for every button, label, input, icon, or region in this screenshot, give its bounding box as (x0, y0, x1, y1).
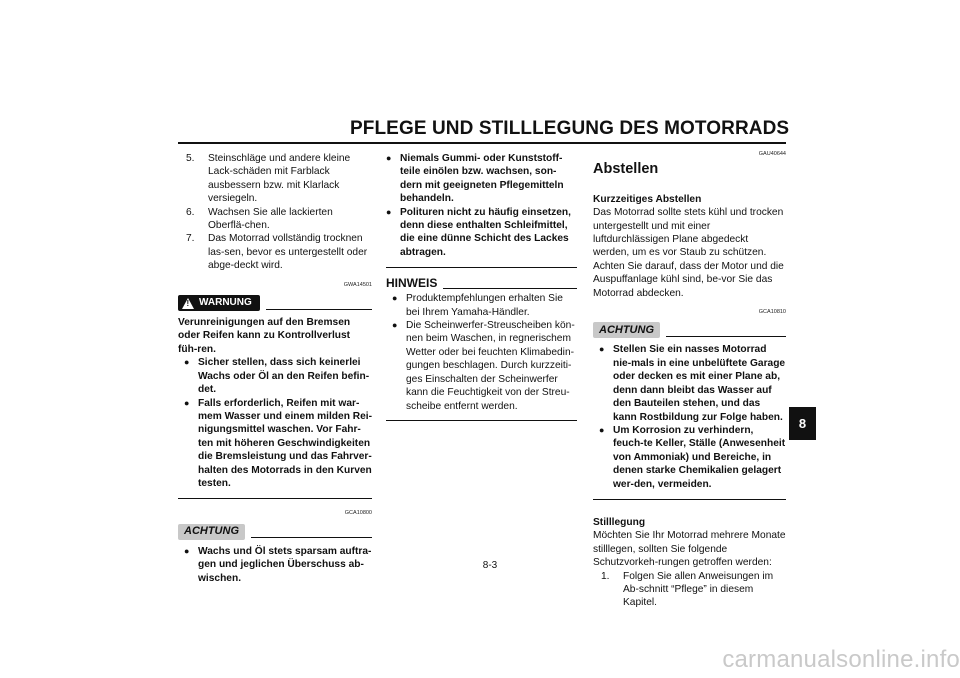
watermark: carmanualsonline.info (722, 646, 960, 673)
caution-bullet: ● Wachs und Öl stets sparsam auftra-gen und jeglichen Überschuss ab-wischen. (184, 545, 372, 584)
section-title: Abstellen (593, 161, 659, 178)
chapter-tab: 8 (789, 407, 816, 440)
note-bullet: ● Die Scheinwerfer-Streuscheiben kön-nen beim Waschen, in regnerischem Wetter oder bei feuchten Klimabedin-gungen beschlagen. Durch kurzzeiti-ges Einschalten der Scheinwerfer kann die Feuchtigkeit von der Streu-scheibe entfernt werden. (392, 320, 575, 412)
column-1 (178, 152, 372, 585)
list-item: 7. Das Motorrad vollständig trocknen las-sen, bevor es untergestellt oder abge-deckt wird. (186, 233, 368, 272)
warning-header (178, 294, 372, 312)
section-code: GAU40644 (758, 151, 786, 157)
page-number: 8-3 (482, 560, 498, 571)
warning-label: WARNUNG (199, 297, 252, 309)
note-top-rule (386, 267, 577, 268)
column-3 (593, 148, 786, 610)
list-item: 6. Wachsen Sie alle lackierten Oberflä-chen. (186, 206, 333, 232)
warning-intro: Verunreinigungen auf den Bremsen oder Reifen kann zu Kontrollverlust füh-ren. (178, 317, 351, 355)
paragraph: Das Motorrad sollte stets kühl und trocken untergestellt und mit einer luftdurchlässigen Plane abgedeckt werden, um es vor Staub zu schützen. Achten Sie darauf, dass der Motor und die Auspuffanlage kühl sind, be-vor Sie das Motorrad abdecken. (593, 207, 784, 299)
list-item: ● Niemals Gummi- oder Kunststoff-teile einölen bzw. wachsen, son-dern mit geeigneten Pflegemitteln behandeln. (386, 153, 564, 205)
bullet-icon: ● (599, 344, 605, 355)
note-end-rule (386, 420, 577, 421)
bullet-icon: ● (599, 424, 605, 435)
bullet-icon: ● (184, 545, 190, 556)
caution-header (178, 523, 372, 541)
title-rule (178, 142, 786, 144)
caution-badge: ACHTUNG (178, 524, 245, 540)
subheading: Kurzzeitiges Abstellen (593, 193, 702, 205)
subheading: Stilllegung (593, 516, 646, 528)
bullet-icon: ● (386, 206, 392, 217)
warning-bullet: ● Falls erforderlich, Reifen mit war-mem Wasser und einem milden Rei-nigungsmittel waschen. Vor Fahr-ten mit höheren Geschwindigkeiten die Bremsleistung und das Fahrver-halten des Motorrads in den Kurven testen. (184, 397, 372, 489)
bullet-icon: ● (184, 357, 190, 368)
caution-bullet: ● Stellen Sie ein nasses Motorrad nie-mals in eine unbelüftete Garage oder decken es mit einer Plane ab, denn dann bleibt das Wasser auf den Bauteilen stehen, und das kann Rostbildung zur Folge haben. (599, 344, 786, 423)
warning-triangle-icon: ! (182, 298, 194, 309)
page-title: PFLEGE UND STILLLEGUNG DES MOTORRADS (350, 118, 790, 139)
bullet-icon: ● (392, 320, 398, 331)
list-item: 5. Steinschläge und andere kleine Lack-schäden mit Farblack ausbessern bzw. mit Klarlack versiegeln. (186, 153, 351, 205)
warning-badge (178, 295, 260, 311)
list-item: ● Polituren nicht zu häufig einsetzen, denn diese enthalten Schleifmittel, die eine dünne Schicht des Lackes abtragen. (386, 206, 571, 258)
warning-bullet: ● Sicher stellen, dass sich keinerlei Wachs oder Öl an den Reifen befin-det. (184, 357, 370, 396)
caution-badge: ACHTUNG (593, 322, 660, 338)
warning-code: GWA14501 (343, 281, 372, 288)
paragraph: Möchten Sie Ihr Motorrad mehrere Monate stilllegen, sollten Sie folgende Schutzvorkeh-rungen getroffen werden: (593, 530, 786, 569)
caution-code: GCA10810 (758, 309, 786, 316)
caution-code: GCA10800 (344, 510, 372, 517)
note-label: HINWEIS (386, 275, 438, 290)
bullet-icon: ● (386, 153, 392, 163)
note-bullet: ● Produktempfehlungen erhalten Sie bei Ihrem Yamaha-Händler. (392, 293, 563, 318)
warning-end-rule (178, 498, 372, 499)
note-header (386, 274, 577, 292)
bullet-icon: ● (392, 293, 398, 304)
column-2 (386, 152, 577, 421)
caution-bullet: ● Um Korrosion zu verhindern, feuch-te Keller, Ställe (Anwesenheit von Ammoniak) und Bereiche, in denen starke Chemikalien gelagert wer-den, vermeiden. (599, 424, 786, 490)
caution-header (593, 321, 786, 339)
bullet-icon: ● (184, 397, 190, 408)
list-item: 1. Folgen Sie allen Anweisungen im Ab-schnitt “Pflege” in diesem Kapitel. (601, 570, 774, 609)
